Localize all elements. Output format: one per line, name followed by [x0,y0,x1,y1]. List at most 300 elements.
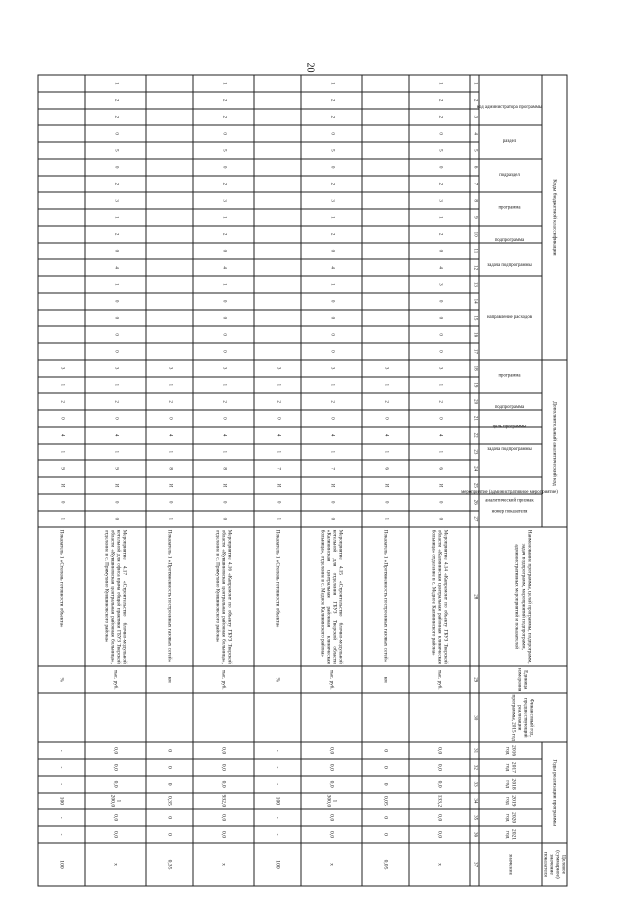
year-value: 0 [146,759,193,776]
analytic-code-cell: 1 [409,444,470,461]
year-value: 0 [362,742,409,759]
year-value: 0,0 [85,776,146,793]
budget-code-cell [146,192,193,209]
header-unit: Единица измерения [479,666,567,693]
table-row [146,75,193,886]
year-value: - [254,759,301,776]
analytic-code-cell: 1 [146,444,193,461]
budget-code-cell [38,176,85,193]
table-body [38,75,470,886]
analytic-code-cell: 1 [85,377,146,394]
year-value: 0,0 [301,776,362,793]
column-number: 28 [470,527,479,666]
analytic-code-cell: 0 [362,494,409,511]
analytic-code-cell: И [38,477,85,494]
budget-code-cell: 3 [85,192,146,209]
budget-code-cell [254,343,301,360]
header-detail-row [479,75,542,886]
header-year: 2019 год [479,793,542,810]
year-value: 0,0 [85,826,146,843]
column-number: 35 [470,809,479,826]
budget-code-cell [146,259,193,276]
header-expense-direction: направление расходов [479,276,542,360]
analytic-code-cell: 4 [193,427,254,444]
budget-code-cell [362,176,409,193]
budget-code-cell: 5 [409,142,470,159]
budget-code-cell [38,310,85,327]
analytic-code-cell: 1 [362,377,409,394]
analytic-code-cell: 0 [409,511,470,528]
header-subprogram: подпрограмма [479,226,542,243]
table-row [254,75,301,886]
analytic-code-cell: 0 [409,410,470,427]
budget-code-cell [38,243,85,260]
budget-code-cell [38,326,85,343]
analytic-code-cell: 1 [38,377,85,394]
row-unit: км [146,666,193,693]
budget-code-cell: 2 [409,109,470,126]
budget-code-cell [38,159,85,176]
row-base-year-value [301,693,362,742]
header-admin-code: код администратора программы [479,75,542,125]
year-value: - [38,826,85,843]
budget-code-cell [146,176,193,193]
analytic-code-cell: 3 [301,360,362,377]
year-value: 0,0 [193,826,254,843]
year-value: - [254,809,301,826]
analytic-code-cell: 3 [38,360,85,377]
year-value: 0,0 [193,776,254,793]
budget-code-cell [254,92,301,109]
year-value: 0,0 [301,759,362,776]
year-value: 0,0 [193,742,254,759]
budget-code-cell: 0 [193,293,254,310]
row-name: Показатель 1 «Степень готовности объекта» [38,527,85,666]
final-value: х [193,843,254,886]
analytic-code-cell: 4 [254,427,301,444]
column-number: 22 [470,427,479,444]
budget-code-cell: 2 [193,92,254,109]
budget-code-cell: 2 [301,226,362,243]
analytic-code-cell: 1 [362,511,409,528]
column-number: 7 [470,176,479,193]
header-final-value: значение [479,843,542,886]
analytic-code-cell: 3 [409,360,470,377]
budget-code-cell: 0 [301,159,362,176]
analytic-code-cell: 0 [85,410,146,427]
column-number: 26 [470,494,479,511]
year-value: 0 [146,809,193,826]
header-years-group: Годы реализации программы [542,742,567,843]
year-value: - [38,776,85,793]
analytic-code-cell: 2 [254,393,301,410]
analytic-code-cell: 0 [85,494,146,511]
final-value: 100 [254,843,301,886]
header-year: 2018 год [479,776,542,793]
budget-code-cell: 0 [409,326,470,343]
budget-code-cell [38,75,85,92]
budget-code-cell: 4 [85,259,146,276]
budget-code-cell: 2 [409,176,470,193]
row-unit: тыс. руб. [85,666,146,693]
year-value: 0 [362,826,409,843]
budget-code-cell: 4 [301,259,362,276]
header-final-group: Целевое (суммарное) значение показателя [542,843,567,886]
budget-code-cell [38,192,85,209]
budget-code-cell: 0 [409,243,470,260]
column-number: 20 [470,393,479,410]
year-value: 0,35 [146,793,193,810]
budget-code-cell: 1 [301,209,362,226]
budget-code-cell [254,142,301,159]
budget-code-cell [38,125,85,142]
row-unit: тыс. руб. [301,666,362,693]
page-number: 20 [304,62,316,73]
analytic-code-cell: 1 [38,444,85,461]
analytic-code-cell: И [409,477,470,494]
column-number: 31 [470,742,479,759]
year-value: 0,0 [301,742,362,759]
table-row [301,75,362,886]
row-unit: тыс. руб. [409,666,470,693]
analytic-code-cell: 0 [193,494,254,511]
budget-code-cell: 2 [301,176,362,193]
budget-code-cell: 2 [85,109,146,126]
budget-code-cell [362,142,409,159]
header-year: 2016 год [479,742,542,759]
year-value: 0 [146,742,193,759]
year-value: 0,0 [85,759,146,776]
budget-code-cell: 1 [301,75,362,92]
budget-code-cell [146,343,193,360]
budget-code-cell: 0 [85,310,146,327]
budget-code-cell [362,310,409,327]
budget-code-cell: 3 [193,192,254,209]
budget-code-cell [254,209,301,226]
column-number: 17 [470,343,479,360]
budget-code-cell: 0 [193,326,254,343]
budget-code-cell [254,125,301,142]
analytic-code-cell: 9 [38,460,85,477]
budget-code-cell [362,109,409,126]
budget-code-cell: 0 [193,125,254,142]
analytic-code-cell: 3 [146,360,193,377]
budget-code-cell [362,243,409,260]
column-number: 25 [470,477,479,494]
analytic-code-cell: 6 [362,460,409,477]
budget-code-cell [362,92,409,109]
year-value: 0 [146,826,193,843]
analytic-code-cell: 0 [146,494,193,511]
budget-code-cell [146,92,193,109]
analytic-code-cell: 6 [409,460,470,477]
analytic-code-cell: 0 [301,410,362,427]
budget-code-cell: 3 [301,192,362,209]
year-value: 0 [362,776,409,793]
column-number: 14 [470,293,479,310]
budget-code-cell: 0 [85,326,146,343]
budget-code-cell [362,276,409,293]
analytic-code-cell: 1 [409,377,470,394]
budget-code-cell [38,209,85,226]
budget-code-cell [38,293,85,310]
budget-code-cell: 0 [301,125,362,142]
column-number: 21 [470,410,479,427]
budget-code-cell: 1 [301,276,362,293]
header-analytic-indicator-type: аналитический признак [479,477,542,494]
year-value: 1 300,0 [301,793,362,810]
year-value: 0,0 [193,809,254,826]
analytic-code-cell: 4 [362,427,409,444]
budget-code-cell: 2 [85,226,146,243]
budget-code-cell [38,92,85,109]
header-group-row [542,75,567,886]
row-unit: % [254,666,301,693]
budget-code-cell: 0 [409,310,470,327]
final-value: 0,05 [362,843,409,886]
budget-code-cell: 5 [301,142,362,159]
budget-code-cell [146,243,193,260]
column-number: 18 [470,360,479,377]
budget-code-cell [254,310,301,327]
row-name: Мероприятие 4.15 «Строительство блочно-модульной котельной для отделения ГБУЗ Тверской области «Калининская центральная районная клиническая больница», отделение в с. Медное Калининского района» [301,527,362,666]
analytic-code-cell: 0 [362,410,409,427]
budget-code-cell [38,259,85,276]
budget-code-cell: 3 [409,192,470,209]
year-value: 0 [362,759,409,776]
header-year: 2021 год [479,826,542,843]
analytic-code-cell: 2 [146,393,193,410]
analytic-code-cell: 9 [85,460,146,477]
year-value: - [38,742,85,759]
row-base-year-value [146,693,193,742]
budget-code-cell [146,209,193,226]
budget-code-cell [146,109,193,126]
budget-code-cell [38,109,85,126]
budget-code-cell [146,310,193,327]
column-number: 9 [470,209,479,226]
budget-code-cell: 2 [85,92,146,109]
budget-code-cell [38,226,85,243]
header-analytic-group: Дополнительный аналитический код [542,360,567,528]
analytic-code-cell: 3 [254,360,301,377]
table-row [409,75,470,886]
budget-code-cell: 0 [301,326,362,343]
budget-code-cell: 5 [85,142,146,159]
row-name: Мероприятие 4.16 «Капремонт по объекту ГБУЗ Тверской области «Кувшиновская центральная районная больница», отделение в с. Прямухино Кувшиновского района» [193,527,254,666]
budget-code-cell: 4 [193,259,254,276]
budget-code-cell: 2 [409,92,470,109]
year-value: - [254,742,301,759]
year-value: - [38,809,85,826]
budget-code-cell: 0 [301,343,362,360]
column-number: 30 [470,693,479,742]
budget-code-cell [38,142,85,159]
header-year: 2017 год [479,759,542,776]
analytic-code-cell: 1 [301,377,362,394]
row-base-year-value [193,693,254,742]
analytic-code-cell: 4 [409,427,470,444]
year-value: 932,0 [193,793,254,810]
budget-code-cell [254,243,301,260]
budget-code-cell: 2 [193,226,254,243]
header-base-year: Финансовый год, предшествующий реализации программы, 2015 год [479,693,567,742]
year-value: 0,0 [409,742,470,759]
analytic-code-cell: 7 [301,460,362,477]
budget-code-cell [362,343,409,360]
row-unit: тыс. руб. [193,666,254,693]
analytic-code-cell: 4 [301,427,362,444]
final-value: х [301,843,362,886]
analytic-code-cell: 3 [362,360,409,377]
analytic-code-cell: И [193,477,254,494]
row-base-year-value [254,693,301,742]
analytic-code-cell: 0 [254,410,301,427]
analytic-code-cell: 1 [254,444,301,461]
column-number: 13 [470,276,479,293]
budget-code-cell [254,259,301,276]
analytic-code-cell: 4 [85,427,146,444]
budget-code-cell: 0 [85,159,146,176]
budget-code-cell [254,176,301,193]
budget-code-cell [146,293,193,310]
budget-code-cell: 3 [409,276,470,293]
year-value: 0,0 [85,742,146,759]
budget-code-cell [254,159,301,176]
analytic-code-cell: 4 [38,427,85,444]
budget-code-cell: 1 [85,75,146,92]
analytic-code-cell: 1 [38,511,85,528]
header-analytic-event: мероприятие (административное мероприятие) [479,444,542,478]
analytic-code-cell: И [301,477,362,494]
row-name: Показатель 1 «Протяженность построенных газовых сетей» [146,527,193,666]
year-value: 0,0 [301,826,362,843]
year-value: 0,05 [362,793,409,810]
year-value: 100 [38,793,85,810]
year-value: 0,0 [193,759,254,776]
row-base-year-value [85,693,146,742]
analytic-code-cell: 2 [301,393,362,410]
year-value: 1 200,0 [85,793,146,810]
column-number: 4 [470,125,479,142]
column-number: 19 [470,377,479,394]
final-value: х [409,843,470,886]
budget-code-cell [254,326,301,343]
budget-code-cell [362,209,409,226]
budget-code-cell [146,75,193,92]
budget-code-cell [254,75,301,92]
column-number: 15 [470,310,479,327]
analytic-code-cell: 2 [38,393,85,410]
year-value: 0 [362,809,409,826]
year-value: 0,0 [301,809,362,826]
year-value: - [38,759,85,776]
budget-code-cell: 0 [301,243,362,260]
header-codes-group: Коды бюджетной классификации [542,75,567,360]
budget-code-cell [254,109,301,126]
budget-code-cell: 0 [409,159,470,176]
table-row [85,75,146,886]
budget-code-cell [362,226,409,243]
column-number: 2 [470,92,479,109]
budget-code-cell: 0 [193,343,254,360]
budget-code-cell [254,192,301,209]
final-value: 0,35 [146,843,193,886]
budget-code-cell [146,326,193,343]
budget-code-cell: 1 [85,209,146,226]
analytic-code-cell: 2 [85,393,146,410]
budget-code-cell: 5 [193,142,254,159]
column-number: 3 [470,109,479,126]
column-number: 11 [470,243,479,260]
budget-code-cell: 0 [409,293,470,310]
analytic-code-cell: 0 [85,511,146,528]
row-name: Показатель 1 «Степень готовности объекта» [254,527,301,666]
header-program-direction: задача подпрограммы [479,243,542,277]
year-value: - [254,776,301,793]
analytic-code-cell: 2 [193,393,254,410]
analytic-code-cell: 1 [85,444,146,461]
analytic-code-cell: 1 [362,444,409,461]
budget-code-cell [362,192,409,209]
budget-code-cell [362,259,409,276]
header-name: Наименование программы, целей программы, подпрограмм, задач подпрограмм, мероприятий подпрограмм, административных мероприятий и показателей [479,527,567,666]
budget-code-cell: 0 [193,310,254,327]
budget-code-cell: 1 [193,276,254,293]
budget-code-cell: 0 [301,293,362,310]
year-value: 0 [146,776,193,793]
analytic-code-cell: 8 [193,460,254,477]
column-number: 6 [470,159,479,176]
row-unit: % [38,666,85,693]
analytic-code-cell: 7 [254,460,301,477]
budget-code-cell: 1 [193,75,254,92]
column-number: 34 [470,793,479,810]
analytic-code-cell: И [254,477,301,494]
table-row [193,75,254,886]
budget-code-cell: 2 [85,176,146,193]
budget-code-cell: 1 [193,209,254,226]
analytic-code-cell: 8 [146,460,193,477]
budget-code-cell [362,326,409,343]
budget-code-cell [254,276,301,293]
header-analytic-indicator-no: номер показателя [479,494,542,528]
analytic-code-cell: 0 [146,410,193,427]
column-number: 16 [470,326,479,343]
header-subsection: подраздел [479,159,542,193]
year-value: 0,0 [409,776,470,793]
column-number: 1 [470,75,479,92]
analytic-code-cell: 1 [193,377,254,394]
budget-code-cell [38,276,85,293]
analytic-code-cell: 0 [38,410,85,427]
table-row [362,75,409,886]
analytic-code-cell: И [146,477,193,494]
analytic-code-cell: 0 [193,511,254,528]
analytic-code-cell: 3 [85,360,146,377]
analytic-code-cell: И [85,477,146,494]
column-number-row [470,75,479,886]
column-number: 10 [470,226,479,243]
budget-code-cell: 2 [409,226,470,243]
budget-code-cell: 0 [85,125,146,142]
row-base-year-value [362,693,409,742]
analytic-code-cell: 0 [254,494,301,511]
budget-code-cell: 2 [301,109,362,126]
column-number: 37 [470,843,479,886]
budget-code-cell: 0 [85,293,146,310]
row-name: Мероприятие 4.14 «Капремонт по объекту ГБУЗ Тверской области «Калининская центральная районная клиническая больница» отделение в с. Медное Калининского района» [409,527,470,666]
